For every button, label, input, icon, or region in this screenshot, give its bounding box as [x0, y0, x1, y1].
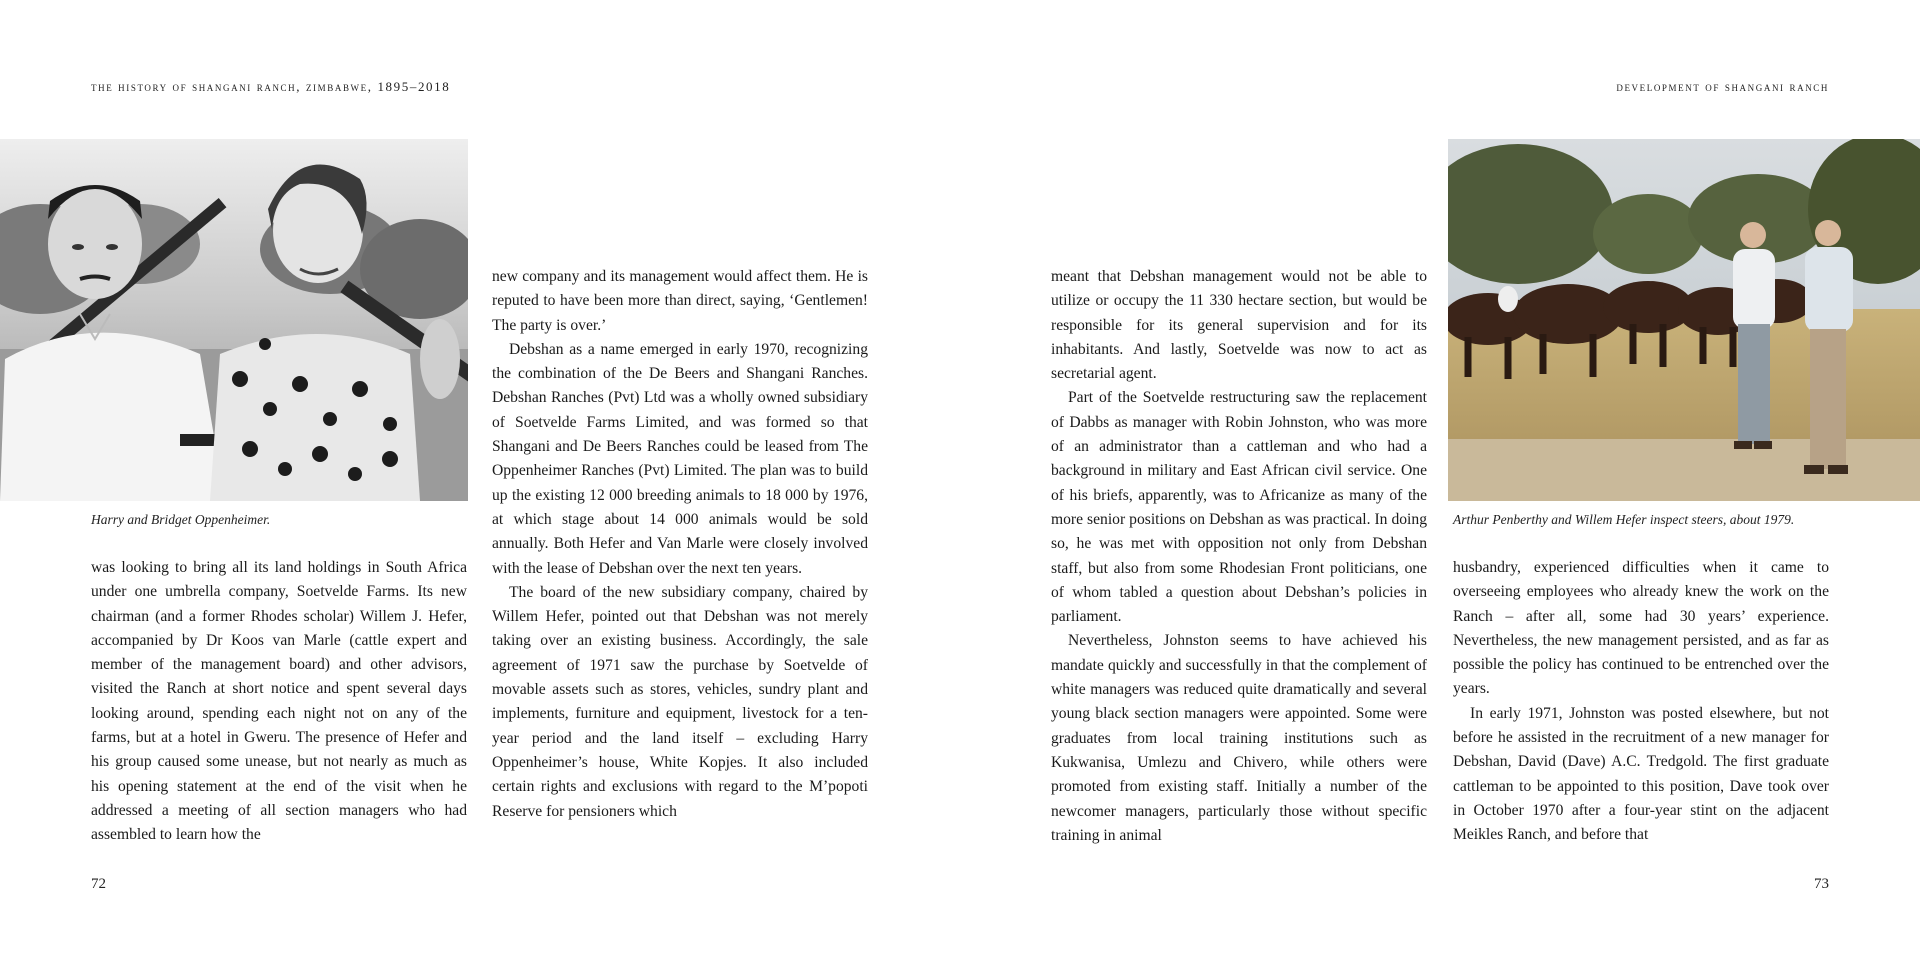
paragraph: meant that Debshan management would not be able to utilize or occupy the 11 330 hectare section, but would be responsible for its general supervision and for its inhabitants. And lastly, Soetvelde was now to act as secretarial agent.	[1051, 268, 1427, 383]
page-number-left: 72	[91, 876, 106, 892]
text-column-left-a	[91, 556, 467, 848]
text-column-left-b	[492, 265, 868, 824]
paragraph: husbandry, experienced difficulties when it came to overseeing employees who already knew the work on the Ranch – after all, some had 30 years’ experience. Nevertheless, the new management persisted, and as far as possible the policy has continued to be entrenched over the years.	[1453, 559, 1829, 698]
photo-oppenheimers	[0, 139, 468, 501]
running-head-right: development of shangani ranch	[1616, 79, 1829, 94]
running-head-left: the history of shangani ranch, zimbabwe, 1895–2018	[91, 79, 451, 94]
paragraph: Debshan as a name emerged in early 1970, recognizing the combination of the De Beers and Shangani Ranches. Debshan Ranches (Pvt) Ltd was a wholly owned subsidiary of Soetvelde Farms Limited, and was formed so that Shangani and De Beers Ranches could be leased from The Oppenheimer Ranches (Pvt) Limited. The plan was to build up the existing 12 000 breeding animals to 18 000 by 1976, at which stage about 14 000 animals would be sold annually. Both Hefer and Van Marle were closely involved with the lease of Debshan over the next ten years.	[492, 340, 868, 577]
paragraph: Part of the Soetvelde restructuring saw the replacement of Dabbs as manager with Robin Johnston, who was more of an administrator than a cattleman and who had a background in military and East African civil service. One of his briefs, apparently, was to Africanize as many of the more senior positions on Debshan as was practical. In doing so, he was met with opposition not only from Debshan staff, but also from some Rhodesian Front politicians, one of whom tabled a question about Debshan’s policies in parliament.	[1051, 389, 1427, 626]
paragraph: The board of the new subsidiary company, chaired by Willem Hefer, pointed out that Debshan was not merely taking over an existing business. Accordingly, the sale agreement of 1971 saw the purchase by Soetvelde of movable assets such as stores, vehicles, sundry plant and implements, furniture and equipment, livestock for a ten-year period and the land itself – excluding Harry Oppenheimer’s house, White Kopjes. It also included certain rights and exclusions with regard to the M’popoti Reserve for pensioners which	[492, 583, 868, 820]
paragraph: was looking to bring all its land holdings in South Africa under one umbrella company, Soetvelde Farms. Its new chairman (and a former Rhodes scholar) Willem J. Hefer, accompanied by Dr Koos van Marle (cattle expert and member of the management board) and other advisors, visited the Ranch at short notice and spent several days looking around, spending each night not on any of the farms, but at a hotel in Gweru. The presence of Hefer and his group caused some unease, but not nearly as much as his opening statement at the end of the visit when he addressed a meeting of all section managers who had assembled to learn how the	[91, 559, 467, 844]
text-column-right-a	[1051, 265, 1427, 848]
photo-steers	[1448, 139, 1920, 501]
photo-caption-right: Arthur Penberthy and Willem Hefer inspect steers, about 1979.	[1453, 512, 1795, 527]
photo-caption-left: Harry and Bridget Oppenheimer.	[91, 512, 271, 527]
paragraph: In early 1971, Johnston was posted elsewhere, but not before he assisted in the recruitment of a new manager for Debshan, David (Dave) A.C. Tredgold. The first graduate cattleman to be appointed to this position, Dave took over in October 1970 after a four-year stint on the adjacent Meikles Ranch, and before that	[1453, 704, 1829, 844]
page-number-right: 73	[1814, 876, 1829, 892]
text-column-right-b	[1453, 556, 1829, 848]
paragraph: new company and its management would affect them. He is reputed to have been more than direct, saying, ‘Gentlemen! The party is over.’	[492, 268, 868, 334]
right-page	[960, 0, 1920, 960]
paragraph: Nevertheless, Johnston seems to have achieved his mandate quickly and successfully in that the complement of white managers was reduced quite dramatically and several young black section managers were appointed. Some were graduates from local training institutions such as Kukwanisa, Umlezu and Chivero, while others were promoted from existing staff. Initially a number of the newcomer managers, particularly those without specific training in animal	[1051, 632, 1427, 844]
